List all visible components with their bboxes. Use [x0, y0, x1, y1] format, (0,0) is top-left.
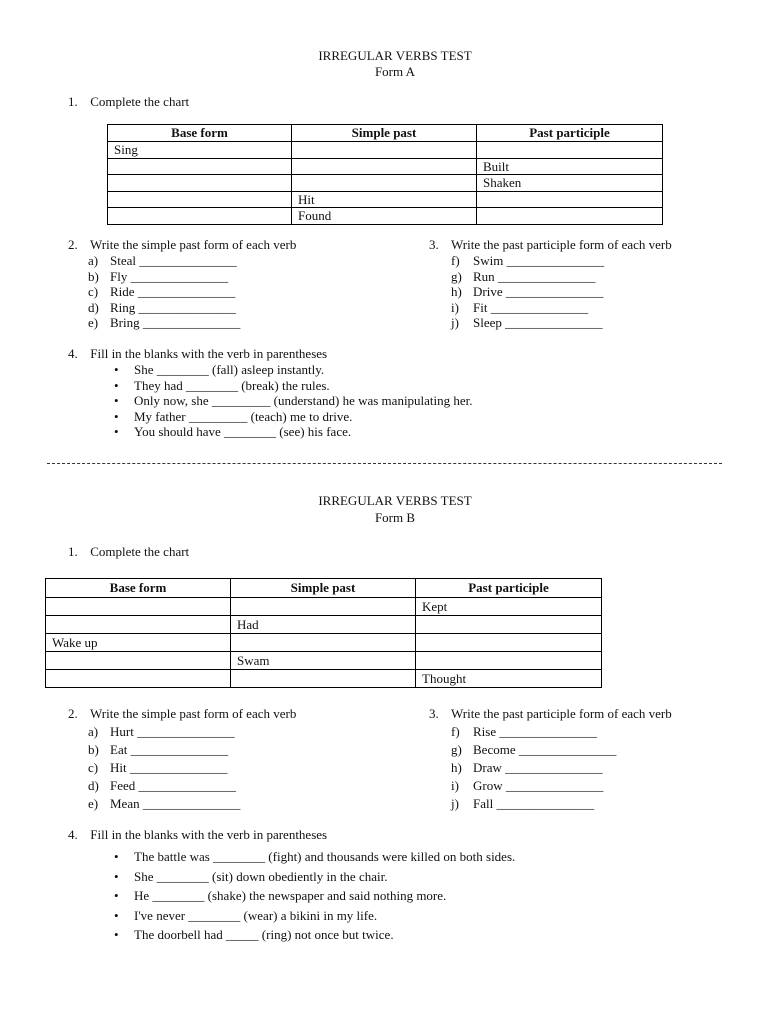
form-a-q4 [68, 346, 473, 440]
list-item[interactable] [451, 759, 672, 777]
table-cell[interactable] [46, 616, 231, 634]
form-b-q3 [429, 706, 672, 813]
item-text: Drive _______________ [473, 284, 604, 299]
table-cell[interactable] [292, 175, 477, 192]
list-item[interactable]: • My father _________ (teach) me to drive. [114, 409, 473, 425]
table-cell[interactable]: Thought [416, 670, 602, 688]
question-text: Fill in the blanks with the verb in parentheses [90, 827, 328, 842]
header-simple-past: Simple past [231, 579, 416, 598]
table-cell[interactable] [477, 208, 663, 225]
table-row [108, 175, 663, 192]
list-item[interactable] [88, 777, 296, 795]
list-item[interactable]: • The battle was ________ (fight) and thousands were killed on both sides. [114, 847, 515, 867]
list-item[interactable] [88, 253, 296, 269]
item-text: Ring _______________ [110, 299, 237, 315]
list-item[interactable] [451, 777, 672, 795]
item-letter: h) [451, 760, 462, 775]
form-a-title: IRREGULAR VERBS TEST [318, 48, 472, 63]
list-item[interactable] [88, 284, 296, 300]
table-cell[interactable] [46, 598, 231, 616]
item-letter: a) [88, 253, 99, 268]
question-number: 1. [68, 94, 78, 109]
table-row [46, 616, 602, 634]
table-row [46, 598, 602, 616]
table-row [108, 142, 663, 159]
item-letter: i) [451, 299, 459, 315]
list-item[interactable]: • I've never ________ (wear) a bikini in my life. [114, 906, 515, 926]
item-letter: c) [88, 284, 99, 299]
item-letter: f) [451, 724, 460, 739]
table-cell[interactable] [108, 175, 292, 192]
item-text: Mean _______________ [110, 796, 241, 811]
table-cell[interactable] [292, 142, 477, 159]
list-item[interactable] [451, 300, 672, 316]
form-a-q1 [68, 94, 189, 110]
item-text: Draw _______________ [473, 760, 603, 775]
question-number: 3. [429, 706, 439, 721]
form-a-q3 [429, 237, 672, 331]
form-a-subtitle: Form A [374, 64, 416, 79]
table-cell[interactable] [108, 208, 292, 225]
table-cell[interactable] [108, 191, 292, 208]
list-item[interactable] [451, 741, 672, 759]
table-cell[interactable] [46, 652, 231, 670]
list-item[interactable]: • They had ________ (break) the rules. [114, 378, 473, 394]
table-cell[interactable] [477, 191, 663, 208]
divider-text [47, 456, 722, 466]
table-cell[interactable] [416, 616, 602, 634]
item-letter: a) [88, 724, 99, 739]
list-item[interactable]: • The doorbell had _____ (ring) not once but twice. [114, 925, 515, 945]
item-letter: j) [451, 315, 459, 330]
question-number: 4. [68, 827, 78, 842]
table-cell[interactable] [292, 158, 477, 175]
item-letter: h) [451, 284, 462, 299]
list-item[interactable] [88, 795, 296, 813]
table-cell[interactable]: Sing [108, 142, 292, 159]
form-b-chart [45, 578, 602, 688]
item-text: Swim _______________ [473, 253, 605, 268]
table-cell[interactable]: Wake up [46, 634, 231, 652]
list-item[interactable] [451, 284, 672, 300]
table-cell[interactable] [108, 158, 292, 175]
item-text: Bring _______________ [110, 315, 241, 330]
list-item[interactable]: • Only now, she _________ (understand) he was manipulating her. [114, 393, 473, 409]
item-letter: j) [451, 796, 459, 811]
form-b-q2 [68, 706, 296, 813]
table-row [108, 158, 663, 175]
question-text: Write the past participle form of each verb [451, 706, 672, 721]
table-cell[interactable] [416, 652, 602, 670]
question-number: 1. [68, 544, 78, 559]
list-item[interactable] [88, 741, 296, 759]
chart-header-row [46, 579, 602, 598]
list-item[interactable] [451, 269, 672, 285]
item-letter: d) [88, 778, 99, 793]
question-text: Complete the chart [90, 94, 190, 109]
item-letter: f) [451, 253, 460, 268]
table-cell[interactable] [231, 670, 416, 688]
table-cell[interactable]: Had [231, 616, 416, 634]
item-text: Steal _______________ [110, 253, 237, 268]
table-cell[interactable] [231, 598, 416, 616]
table-cell[interactable]: Hit [292, 191, 477, 208]
table-cell[interactable] [477, 142, 663, 159]
form-b-title: IRREGULAR VERBS TEST [318, 493, 472, 508]
item-text: Feed _______________ [110, 778, 237, 793]
item-text: Hurt _______________ [110, 724, 235, 739]
form-b-q4 [68, 827, 515, 945]
question-number: 2. [68, 237, 78, 252]
question-text: Fill in the blanks with the verb in parentheses [90, 346, 328, 361]
table-cell[interactable]: Swam [231, 652, 416, 670]
item-letter: g) [451, 742, 462, 757]
item-letter: e) [88, 315, 99, 330]
list-item[interactable] [451, 253, 672, 269]
list-item[interactable] [88, 315, 296, 331]
list-item[interactable] [451, 315, 672, 331]
item-text: Sleep _______________ [473, 315, 603, 330]
item-text: Rise _______________ [473, 724, 597, 739]
list-item[interactable] [88, 759, 296, 777]
question-number: 3. [429, 237, 439, 252]
list-item[interactable]: • She ________ (fall) asleep instantly. [114, 362, 473, 378]
question-number: 2. [68, 706, 78, 721]
list-item[interactable] [451, 723, 672, 741]
item-letter: g) [451, 268, 462, 284]
table-row [108, 208, 663, 225]
table-row [46, 634, 602, 652]
question-text: Complete the chart [90, 544, 190, 559]
question-text: Write the simple past form of each verb [90, 706, 297, 721]
item-text: Ride _______________ [110, 284, 236, 299]
item-letter: c) [88, 760, 99, 775]
table-row [46, 670, 602, 688]
list-item[interactable]: • You should have ________ (see) his face. [114, 424, 473, 440]
form-a-q2 [68, 237, 296, 331]
header-past-participle: Past participle [416, 579, 602, 598]
list-item[interactable] [88, 723, 296, 741]
item-text: Fly _______________ [110, 268, 229, 284]
table-row [46, 652, 602, 670]
question-number: 4. [68, 346, 78, 361]
item-text: Hit _______________ [110, 760, 228, 775]
form-b-q1 [68, 544, 189, 560]
list-item[interactable]: • He ________ (shake) the newspaper and said nothing more. [114, 886, 515, 906]
item-text: Eat _______________ [110, 742, 229, 757]
table-cell[interactable]: Found [292, 208, 477, 225]
list-item[interactable] [88, 300, 296, 316]
table-cell[interactable] [46, 670, 231, 688]
item-text: Fit _______________ [473, 299, 589, 315]
item-letter: b) [88, 742, 99, 757]
header-simple-past: Simple past [292, 125, 477, 142]
table-cell[interactable] [231, 634, 416, 652]
item-text: Run _______________ [473, 268, 596, 284]
table-row [108, 191, 663, 208]
header-base-form: Base form [108, 125, 292, 142]
form-a-chart [107, 124, 663, 225]
item-letter: i) [451, 778, 459, 793]
table-cell[interactable]: Kept [416, 598, 602, 616]
item-text: Grow _______________ [473, 778, 604, 793]
chart-header-row [108, 125, 663, 142]
table-cell[interactable] [416, 634, 602, 652]
form-b-subtitle: Form B [374, 510, 416, 525]
item-letter: e) [88, 796, 99, 811]
header-past-participle: Past participle [477, 125, 663, 142]
item-text: Fall _______________ [473, 796, 594, 811]
list-item[interactable] [88, 269, 296, 285]
question-text: Write the past participle form of each verb [451, 237, 672, 252]
item-letter: b) [88, 268, 99, 284]
list-item[interactable] [451, 795, 672, 813]
header-base-form: Base form [46, 579, 231, 598]
list-item[interactable]: • She ________ (sit) down obediently in the chair. [114, 867, 515, 887]
question-text: Write the simple past form of each verb [90, 237, 297, 252]
item-text: Become _______________ [473, 742, 617, 757]
table-cell[interactable]: Shaken [477, 175, 663, 192]
item-letter: d) [88, 299, 99, 315]
table-cell[interactable]: Built [477, 158, 663, 175]
